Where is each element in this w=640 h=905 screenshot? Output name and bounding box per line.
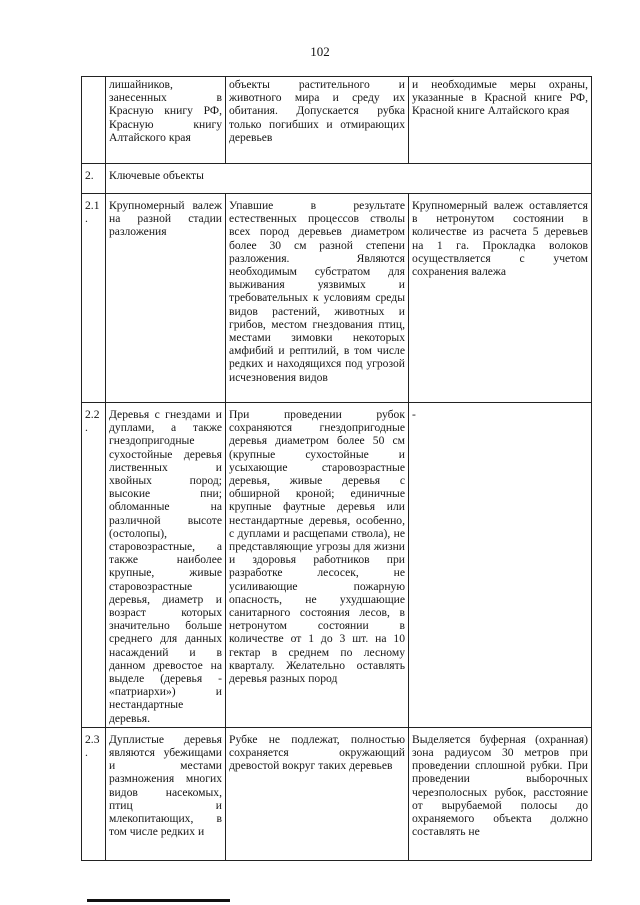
row-number-cell: 2.3.: [82, 727, 106, 860]
object-cell: лишайников, занесенных в Красную книгу РФ, Красную книгу Алтайского края: [106, 77, 226, 164]
section-title: Ключевые объекты: [106, 164, 592, 194]
table-row: [82, 403, 592, 728]
description-cell: Рубке не подлежат, полностью сохраняется окружающий древостой вокруг таких деревьев: [226, 727, 409, 860]
description-cell: При проведении рубок сохраняются гнездопригодные деревья диаметром более 50 см (крупные сухостойные и усыхающие старовозрастные деревья, живые деревья с обширной кроной; единичные крупные фаутные деревья или нестандартные деревья, особенно, с дуплами и расщепами ствола), не представляющие угрозы для жизни и здоровья работников при разработке лесосек, не усиливающие пожарную опасность, не ухудшающие санитарного состояния лесов, в нетронутом состоянии в количестве от 1 до 3 шт. на 10 гектар в среднем по лесному кварталу. Желательно оставлять деревья разных пород: [226, 403, 409, 728]
measures-cell: Выделяется буферная (охранная) зона радиусом 30 метров при проведении сплошной рубки. При проведении выборочных черезполосных рубок, расстояние от вырубаемой полосы до охраняемого объекта должно составлять не: [409, 727, 592, 860]
section-row: [82, 164, 592, 194]
object-cell: Деревья с гнездами и дуплами, а также гнездопригодные сухостойные деревья лиственных и хвойных пород; высокие пни; обломанные на различной высоте (остолопы), старовозрастные, а также наиболее крупные, живые старовозрастные деревья, диаметр и возраст которых значительно больше среднего для данных насаждений и в данном древостое на выделе (деревья - «патриархи») и нестандартные деревья.: [106, 403, 226, 728]
measures-cell: Крупномерный валеж оставляется в нетронутом состоянии в количестве из расчета 5 деревьев на 1 га. Прокладка волоков осуществляется с учетом сохранения валежа: [409, 194, 592, 403]
row-number-cell: 2.2.: [82, 403, 106, 728]
object-cell: Дуплистые деревья являются убежищами и местами размножения многих видов насекомых, птиц и млекопитающих, в том числе редких и: [106, 727, 226, 860]
measures-cell: и необходимые меры охраны, указанные в Красной книге РФ, Красной книге Алтайского края: [409, 77, 592, 164]
measures-cell: -: [409, 403, 592, 728]
footer-rule: [87, 899, 230, 902]
page-number: 102: [310, 44, 330, 59]
table-row: [82, 727, 592, 860]
section-number: 2.: [82, 164, 106, 194]
object-cell: Крупномерный валеж на разной стадии разложения: [106, 194, 226, 403]
table-row: [82, 194, 592, 403]
description-cell: объекты растительного и животного мира и среду их обитания. Допускается рубка только погибших и отмирающих деревьев: [226, 77, 409, 164]
row-number-cell: [82, 77, 106, 164]
row-number-cell: 2.1.: [82, 194, 106, 403]
protected-objects-table: [81, 76, 592, 861]
table-row-continuation: [82, 77, 592, 164]
description-cell: Упавшие в результате естественных процессов стволы всех пород деревьев диаметром более 30 см разной степени разложения. Являются необходимым субстратом для выживания уязвимых и требовательных к условиям среды видов растений, животных и грибов, местом гнездования птиц, местами зимовки некоторых амфибий и рептилий, в том числе редких и находящихся под угрозой исчезновения видов: [226, 194, 409, 403]
